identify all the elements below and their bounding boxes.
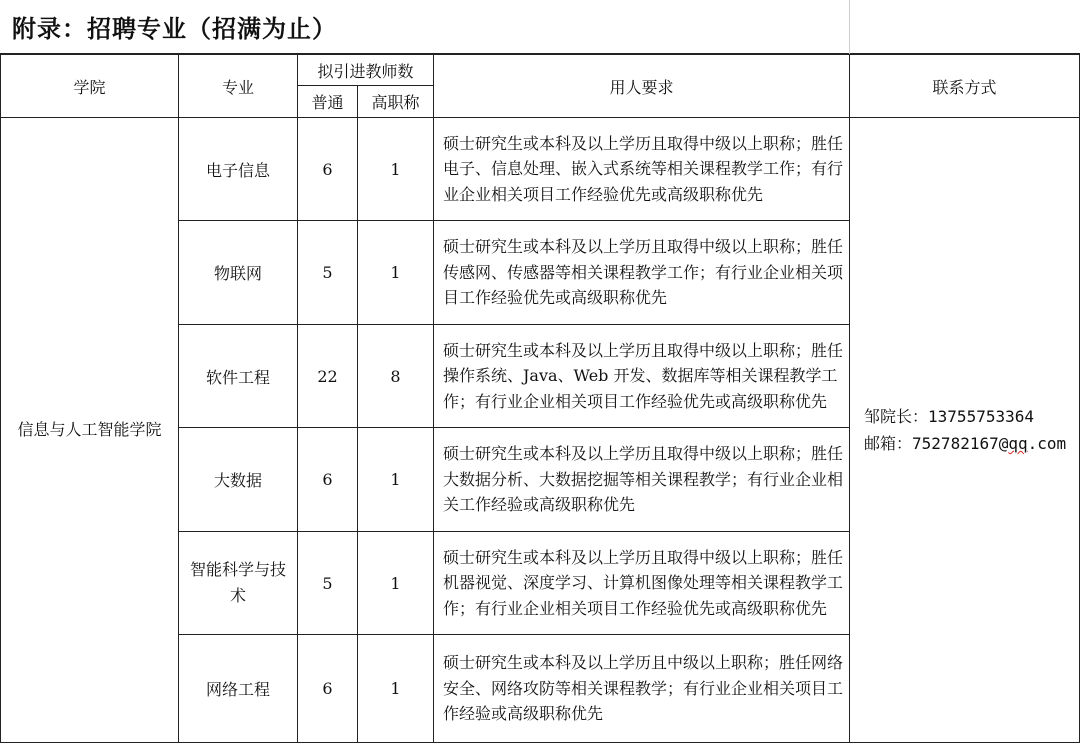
contact-person-label: 邹院长：: [864, 407, 929, 426]
regular-count-cell: 5: [298, 532, 358, 635]
major-cell: 大数据: [179, 428, 298, 532]
contact-email: [864, 430, 1079, 457]
table-row: [1, 118, 1080, 221]
header-senior: 高职称: [358, 86, 434, 118]
page-title: 附录：招聘专业（招满为止）: [12, 14, 337, 43]
email-tld: .com: [1027, 434, 1067, 453]
major-cell: [179, 532, 298, 635]
contact-email-address[interactable]: [912, 434, 1066, 453]
contact-cell: [850, 118, 1080, 743]
college-cell: 信息与人工智能学院: [1, 118, 179, 743]
major-cell: 电子信息: [179, 118, 298, 221]
regular-count-cell: 6: [298, 428, 358, 532]
contact-phone[interactable]: 13755753364: [928, 407, 1034, 426]
header-major: 专业: [179, 55, 298, 118]
senior-count-cell: 1: [358, 118, 434, 221]
major-cell: 软件工程: [179, 325, 298, 428]
regular-count-cell: 6: [298, 635, 358, 743]
regular-count-cell: 5: [298, 221, 358, 325]
requirement-cell: 硕士研究生或本科及以上学历且中级以上职称；胜任网络安全、网络攻防等相关课程教学；有行业企业相关项目工作经验或高级职称优先: [434, 635, 850, 743]
requirement-cell: 硕士研究生或本科及以上学历且取得中级以上职称；胜任机器视觉、深度学习、计算机图像处理等相关课程教学工作；有行业企业相关项目工作经验优先或高级职称优先: [434, 532, 850, 635]
requirement-cell: 硕士研究生或本科及以上学历且取得中级以上职称；胜任传感网、传感器等相关课程教学工作；有行业企业相关项目工作经验优先或高级职称优先: [434, 221, 850, 325]
regular-count-cell: 6: [298, 118, 358, 221]
requirement-cell: 硕士研究生或本科及以上学历且取得中级以上职称；胜任电子、信息处理、嵌入式系统等相关课程教学工作；有行业企业相关项目工作经验优先或高级职称优先: [434, 118, 850, 221]
header-contact: 联系方式: [850, 55, 1080, 118]
header-regular: 普通: [298, 86, 358, 118]
title-row: [0, 0, 1080, 54]
senior-count-cell: 1: [358, 428, 434, 532]
major-label: 智能科学与技术: [189, 560, 286, 605]
email-user: 752782167@: [912, 434, 1009, 453]
requirement-cell: 硕士研究生或本科及以上学历且取得中级以上职称；胜任大数据分析、大数据挖掘等相关课程教学；有行业企业相关工作经验或高级职称优先: [434, 428, 850, 532]
contact-person: [864, 403, 1079, 430]
senior-count-cell: 1: [358, 635, 434, 743]
contact-email-label: 邮箱：: [864, 434, 913, 453]
header-count-group: 拟引进教师数: [298, 55, 434, 86]
header-college: 学院: [1, 55, 179, 118]
header-requirements: 用人要求: [434, 55, 850, 118]
senior-count-cell: 1: [358, 221, 434, 325]
requirement-cell: 硕士研究生或本科及以上学历且取得中级以上职称；胜任操作系统、Java、Web 开发、数据库等相关课程教学工作；有行业企业相关项目工作经验优先或高级职称优先: [434, 325, 850, 428]
title-divider: [849, 0, 850, 54]
senior-count-cell: 8: [358, 325, 434, 428]
email-domain: qq: [1008, 434, 1028, 453]
major-cell: 物联网: [179, 221, 298, 325]
senior-count-cell: 1: [358, 532, 434, 635]
regular-count-cell: 22: [298, 325, 358, 428]
major-cell: 网络工程: [179, 635, 298, 743]
recruitment-table: [0, 54, 1080, 743]
